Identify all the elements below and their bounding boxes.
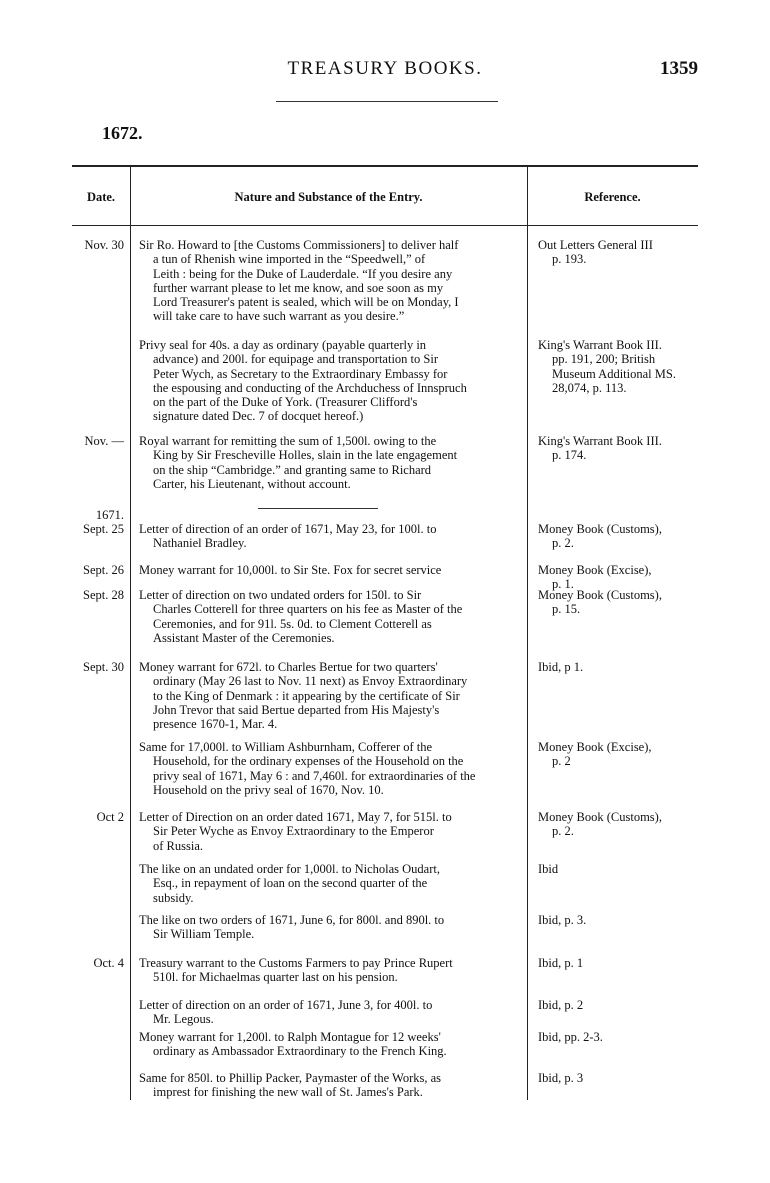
table-top-rule xyxy=(72,165,698,167)
entry-line: Peter Wych, as Secretary to the Extraordinary Embassy for xyxy=(153,366,448,381)
reference-line: Ibid, pp. 2-3. xyxy=(538,1030,603,1044)
reference-line: Ibid xyxy=(538,862,559,876)
entry-line: Mr. Legous. xyxy=(153,1012,214,1027)
reference-line: Ibid, p. 2 xyxy=(538,998,584,1012)
reference-line: p. 193. xyxy=(552,252,587,267)
entry-line: King by Sir Frescheville Holles, slain in the late engagement xyxy=(153,448,458,463)
reference-line: p. 1. xyxy=(552,577,574,592)
reference-line: Ibid, p 1. xyxy=(538,660,584,674)
reference-line: Out Letters General III xyxy=(538,238,653,252)
year-break-rule xyxy=(258,508,378,509)
reference-line: p. 2. xyxy=(552,536,574,551)
entry-line: subsidy. xyxy=(153,890,194,905)
entry-line: of Russia. xyxy=(153,838,203,853)
entry-line: Household on the privy seal of 1670, Nov. 10. xyxy=(153,782,384,797)
entry-text xyxy=(139,862,524,905)
entry-line: Ceremonies, and for 91l. 5s. 0d. to Clement Cotterell as xyxy=(153,616,432,631)
reference-line: p. 174. xyxy=(552,448,587,463)
entry-reference xyxy=(538,862,698,876)
entry-line: Same for 17,000l. to William Ashburnham, Cofferer of the xyxy=(139,740,433,754)
entry-line: Sir Ro. Howard to [the Customs Commissioners] to deliver half xyxy=(139,238,459,252)
reference-line: Ibid, p. 3 xyxy=(538,1071,584,1085)
entry-reference xyxy=(538,998,698,1012)
entry-text xyxy=(139,338,524,424)
entry-line: Letter of direction on an order of 1671, June 3, for 400l. to xyxy=(139,998,433,1012)
reference-line: pp. 191, 200; British xyxy=(552,352,656,367)
reference-line: King's Warrant Book III. xyxy=(538,338,662,352)
entry-line: Letter of direction on two undated orders for 150l. to Sir xyxy=(139,588,422,602)
header-rule xyxy=(276,101,498,102)
entry-line: ordinary (May 26 last to Nov. 11 next) as Envoy Extraordinary xyxy=(153,674,468,689)
reference-line: p. 15. xyxy=(552,602,581,617)
entry-text xyxy=(139,1030,524,1059)
entry-text xyxy=(139,956,524,985)
entry-text xyxy=(139,522,524,551)
entry-date: Sept. 30 xyxy=(83,660,124,674)
entry-line: John Trevor that said Bertue departed from His Majesty's xyxy=(153,702,440,717)
entry-date: Sept. 26 xyxy=(83,563,124,577)
entry-reference xyxy=(538,588,698,617)
entry-line: Household, for the ordinary expenses of the Household on the xyxy=(153,754,464,769)
entry-line: Carter, his Lieutenant, without account. xyxy=(153,476,351,491)
reference-line: Ibid, p. 3. xyxy=(538,913,587,927)
entry-line: imprest for finishing the new wall of St. James's Park. xyxy=(153,1085,423,1100)
entry-line: on the ship “Cambridge.” and granting same to Richard xyxy=(153,462,432,477)
reference-line: Money Book (Customs), xyxy=(538,810,662,824)
reference-line: Money Book (Customs), xyxy=(538,522,662,536)
entry-date: Sept. 25 xyxy=(83,522,124,536)
entry-line: The like on an undated order for 1,000l. to Nicholas Oudart, xyxy=(139,862,440,876)
running-title: TREASURY BOOKS. xyxy=(287,58,483,79)
entry-line: Leith : being for the Duke of Lauderdale. “If you desire any xyxy=(153,266,453,281)
entry-line: Sir Peter Wyche as Envoy Extraordinary to the Emperor xyxy=(153,824,434,839)
entry-line: Lord Treasurer's patent is sealed, which will be on Monday, I xyxy=(153,295,459,310)
entry-date: Oct 2 xyxy=(96,810,124,824)
column-divider-reference xyxy=(527,167,528,1100)
entry-line: further warrant please to let me know, and soe soon as my xyxy=(153,280,444,295)
entry-year-prefix: 1671. xyxy=(95,508,124,522)
entry-text xyxy=(139,588,524,645)
column-divider-date xyxy=(130,167,131,1100)
reference-line: Museum Additional MS. xyxy=(552,366,676,381)
entry-line: Same for 850l. to Phillip Packer, Paymaster of the Works, as xyxy=(139,1071,442,1085)
column-header-reference: Reference. xyxy=(584,190,641,204)
entry-line: privy seal of 1671, May 6 : and 7,460l. for extraordinaries of the xyxy=(153,768,476,783)
entry-line: 510l. for Michaelmas quarter last on his pension. xyxy=(153,970,398,985)
reference-line: Money Book (Customs), xyxy=(538,588,662,602)
entry-line: The like on two orders of 1671, June 6, for 800l. and 890l. to xyxy=(139,913,445,927)
entry-line: advance) and 200l. for equipage and transportation to Sir xyxy=(153,352,438,367)
entry-line: to the King of Denmark : it appearing by the certificate of Sir xyxy=(153,688,460,703)
entry-reference xyxy=(538,810,698,839)
entry-text xyxy=(139,563,524,577)
reference-line: Money Book (Excise), xyxy=(538,740,652,754)
entry-line: Charles Cotterell for three quarters on his fee as Master of the xyxy=(153,602,463,617)
entry-line: presence 1670-1, Mar. 4. xyxy=(153,717,278,732)
entry-line: Treasury warrant to the Customs Farmers to pay Prince Rupert xyxy=(139,956,453,970)
entry-line: on the part of the Duke of York. (Treasurer Clifford's xyxy=(153,395,418,410)
entry-reference xyxy=(538,338,698,395)
column-header-date: Date. xyxy=(86,190,116,204)
entry-line: Privy seal for 40s. a day as ordinary (payable quarterly in xyxy=(139,338,427,352)
entry-text xyxy=(139,810,524,853)
entry-line: Letter of Direction on an order dated 1671, May 7, for 515l. to xyxy=(139,810,452,824)
entry-line: Nathaniel Bradley. xyxy=(153,536,247,551)
entry-line: Esq., in repayment of loan on the second quarter of the xyxy=(153,876,428,891)
column-header-nature: Nature and Substance of the Entry. xyxy=(234,190,423,204)
entry-reference xyxy=(538,434,698,463)
entry-date: Oct. 4 xyxy=(93,956,124,970)
entry-text xyxy=(139,238,524,324)
reference-line: p. 2 xyxy=(552,754,571,769)
entry-line: Money warrant for 10,000l. to Sir Ste. Fox for secret service xyxy=(139,563,442,577)
entry-date: Nov. — xyxy=(84,434,124,448)
entry-date: Nov. 30 xyxy=(84,238,124,252)
entry-text xyxy=(139,913,524,942)
entry-line: Royal warrant for remitting the sum of 1,500l. owing to the xyxy=(139,434,437,448)
entry-line: Money warrant for 672l. to Charles Bertue for two quarters' xyxy=(139,660,438,674)
entry-text xyxy=(139,998,524,1027)
entry-reference xyxy=(538,956,698,970)
entry-reference xyxy=(538,660,698,674)
entry-reference xyxy=(538,740,698,769)
entry-line: Letter of direction of an order of 1671, May 23, for 100l. to xyxy=(139,522,437,536)
table-header-rule xyxy=(72,225,698,226)
entry-line: Money warrant for 1,200l. to Ralph Montague for 12 weeks' xyxy=(139,1030,441,1044)
entry-line: will take care to have such warrant as you desire.” xyxy=(153,309,405,324)
entry-line: the espousing and conducting of the Archduchess of Innspruch xyxy=(153,380,467,395)
entry-reference xyxy=(538,1071,698,1085)
entry-text xyxy=(139,1071,524,1100)
entry-line: ordinary as Ambassador Extraordinary to the French King. xyxy=(153,1044,447,1059)
entry-text xyxy=(139,660,524,731)
reference-line: p. 2. xyxy=(552,824,574,839)
reference-line: King's Warrant Book III. xyxy=(538,434,662,448)
reference-line: Money Book (Excise), xyxy=(538,563,652,577)
entry-line: signature dated Dec. 7 of docquet hereof.) xyxy=(153,409,364,424)
entry-line: a tun of Rhenish wine imported in the “Speedwell,” of xyxy=(153,252,426,267)
entry-reference xyxy=(538,1030,698,1044)
year-heading: 1672. xyxy=(102,123,143,143)
reference-line: 28,074, p. 113. xyxy=(552,380,627,395)
reference-line: Ibid, p. 1 xyxy=(538,956,584,970)
page-number: 1359 xyxy=(660,58,698,79)
entry-date: Sept. 28 xyxy=(83,588,124,602)
entry-line: Sir William Temple. xyxy=(153,927,255,942)
entry-text xyxy=(139,434,524,491)
entry-line: Assistant Master of the Ceremonies. xyxy=(153,630,335,645)
entry-reference xyxy=(538,238,698,267)
entry-reference xyxy=(538,522,698,551)
entry-text xyxy=(139,740,524,797)
entry-reference xyxy=(538,913,698,927)
